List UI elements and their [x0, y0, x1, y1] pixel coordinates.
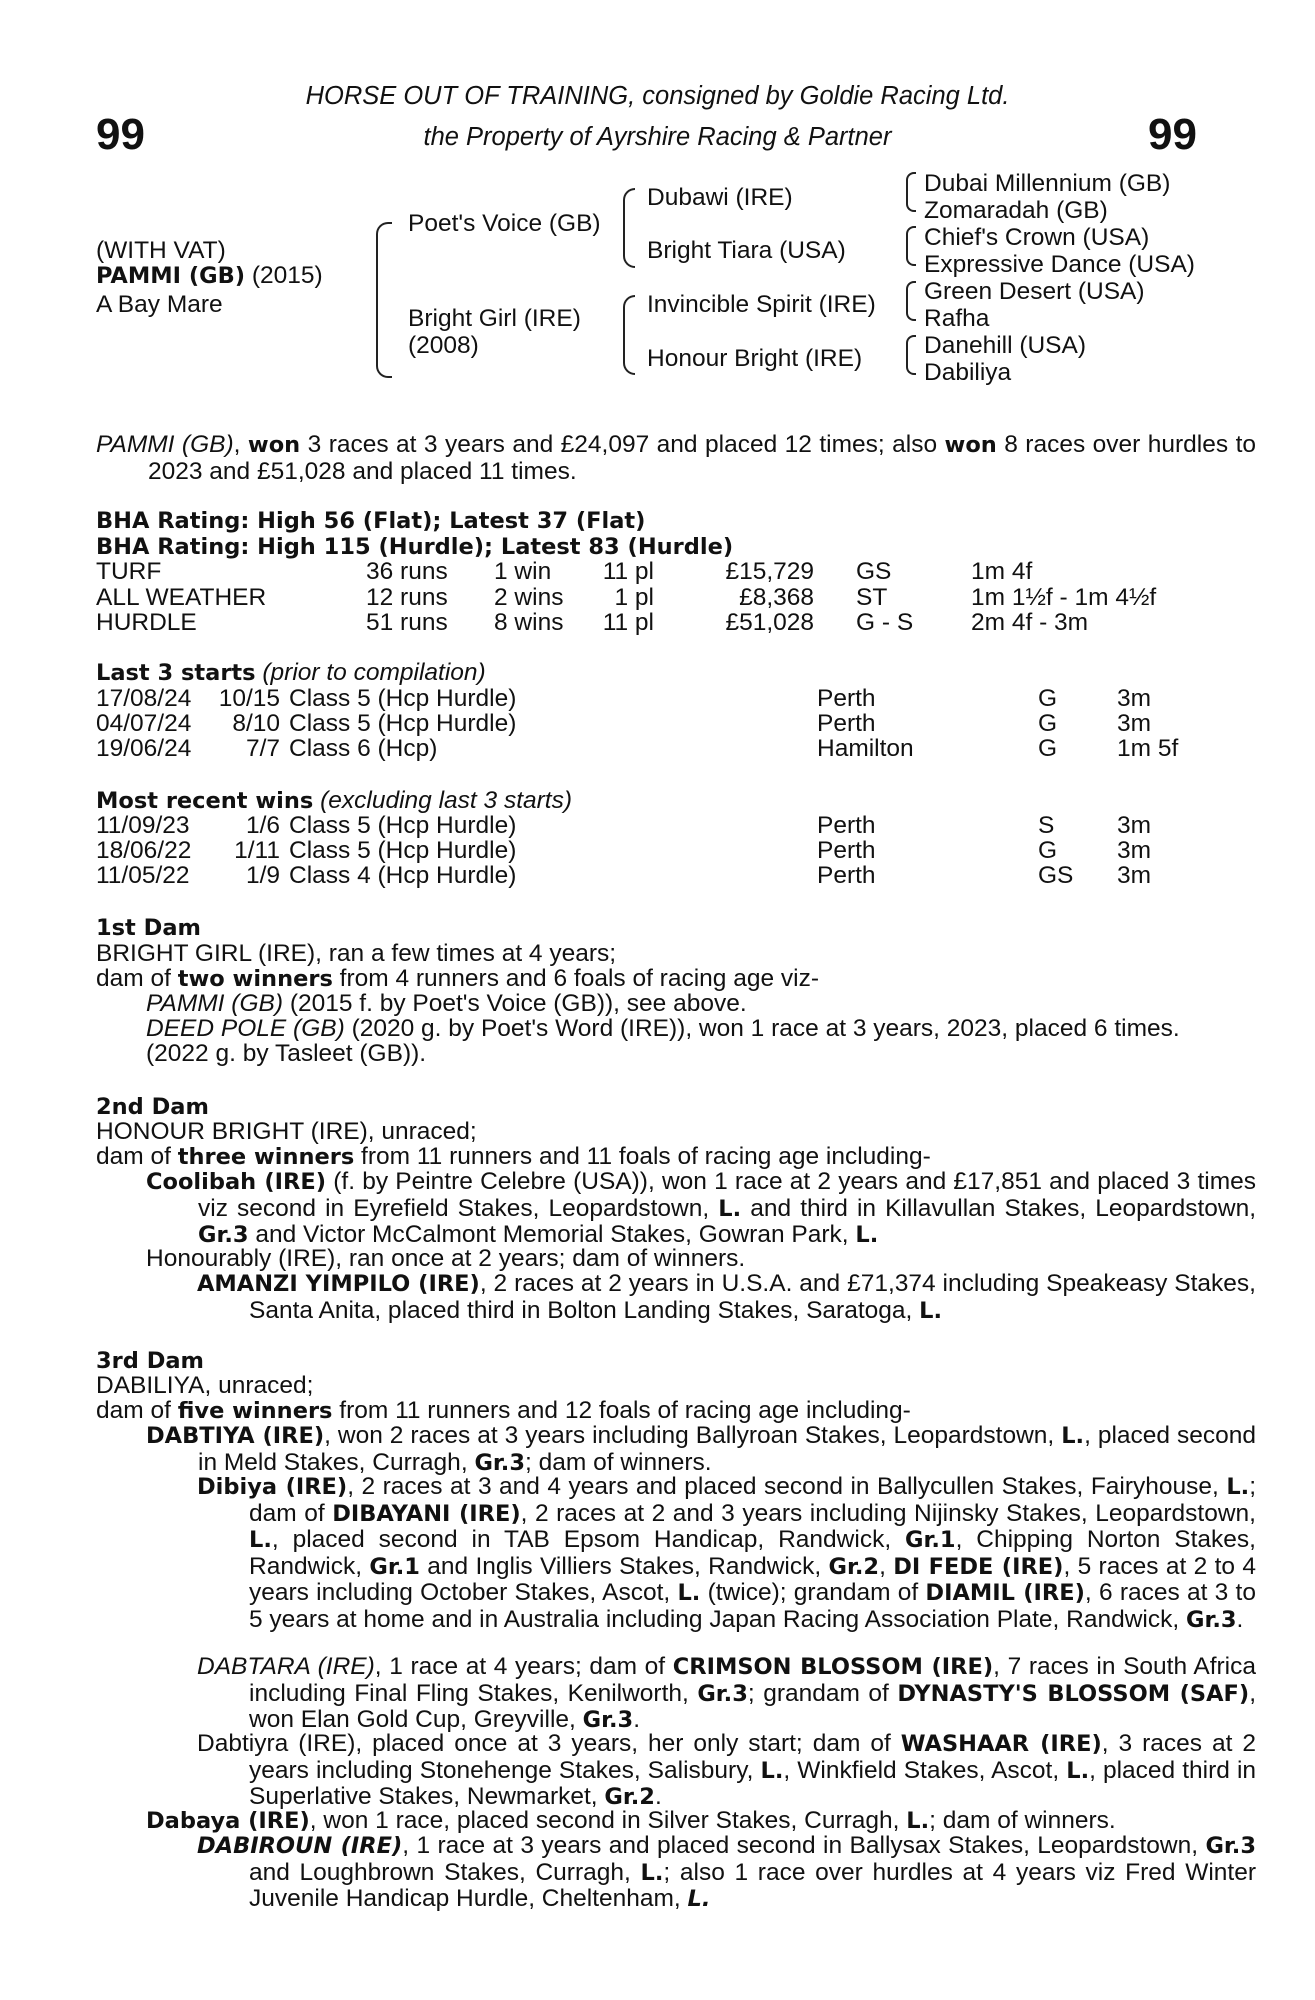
- race-class: Class 5 (Hcp Hurdle): [289, 812, 517, 839]
- horse-title: [96, 263, 323, 290]
- race-course: Perth: [817, 685, 876, 712]
- pedigree-brace-3a: [906, 172, 916, 212]
- last3-title: Last 3 starts: [96, 660, 256, 686]
- property-line: the Property of Ayrshire Racing & Partner: [423, 123, 892, 151]
- race-going: G: [1038, 735, 1058, 762]
- produce-name: DABTIYA (IRE): [146, 1423, 325, 1449]
- group-mark: Gr.1: [905, 1527, 956, 1554]
- race-course: Hamilton: [817, 735, 914, 762]
- race-position: 1/9: [245, 862, 280, 889]
- winners-count: three winners: [177, 1144, 355, 1170]
- recent-win-row: [96, 813, 1226, 839]
- produce-honourably: Honourably (IRE), ran once at 2 years; dam of winners.: [146, 1245, 746, 1272]
- record-prize: £15,729: [725, 558, 814, 585]
- produce-name: DEED POLE (GB): [146, 1015, 345, 1042]
- text: , placed second in TAB Epsom Handicap, Randwick,: [271, 1526, 906, 1554]
- record-row-hurdle: [96, 610, 1226, 636]
- summary-text-3: 8 races over hurdles to 2023 and £51,028 and placed 11 times.: [148, 431, 1257, 485]
- record-surface: HURDLE: [96, 609, 197, 636]
- produce-pammi: [146, 991, 747, 1017]
- first-dam-heading: 1st Dam: [96, 915, 201, 941]
- record-distance: 1m 4f: [971, 558, 1033, 585]
- text: ; dam of: [249, 1473, 1257, 1527]
- third-dam-heading: 3rd Dam: [96, 1348, 204, 1374]
- last3-row: [96, 736, 1226, 762]
- recent-wins-heading: [96, 788, 572, 815]
- race-class: Class 5 (Hcp Hurdle): [289, 685, 517, 712]
- listed-mark: L.: [718, 1195, 742, 1222]
- listed-mark: L.: [677, 1580, 701, 1607]
- race-course: Perth: [817, 812, 876, 839]
- rating-hurdle: BHA Rating: High 115 (Hurdle); Latest 83 (Hurdle): [96, 534, 734, 560]
- produce-dabtara: [197, 1654, 1256, 1734]
- text: and Inglis Villiers Stakes, Randwick,: [419, 1552, 829, 1580]
- race-date: 11/09/23: [96, 812, 190, 839]
- record-placed: 1 pl: [614, 584, 654, 611]
- recent-wins-note: (excluding last 3 starts): [320, 787, 573, 814]
- record-placed: 11 pl: [602, 609, 654, 636]
- text: from 11 runners and 11 foals of racing age including-: [354, 1143, 931, 1170]
- produce-dabtiyra: [197, 1731, 1256, 1811]
- text: , won 2 races at 3 years including Ballyroan Stakes, Leopardstown,: [324, 1422, 1062, 1449]
- produce-2022: (2022 g. by Tasleet (GB)).: [146, 1040, 427, 1067]
- record-surface: TURF: [96, 558, 162, 585]
- text: , 1 race at 4 years; dam of: [374, 1653, 673, 1680]
- pedigree-brace-2b: [623, 295, 635, 375]
- vat-note: (WITH VAT): [96, 237, 226, 264]
- text: ; also 1 race over hurdles at 4 years viz Fred Winter Juvenile Handicap Hurdle, Cheltenham,: [249, 1858, 1257, 1913]
- text: .: [633, 1706, 640, 1734]
- winners-count: five winners: [177, 1398, 333, 1424]
- text: , Winkfield Stakes, Ascot,: [783, 1756, 1067, 1784]
- produce-name: DI FEDE (IRE): [893, 1553, 1064, 1580]
- text: and Victor McCalmont Memorial Stakes, Gowran Park,: [248, 1221, 856, 1249]
- pedigree-brace-3b: [906, 226, 916, 266]
- pedigree-dss: Green Desert (USA): [924, 278, 1145, 305]
- produce-name: AMANZI YIMPILO (IRE): [197, 1271, 480, 1297]
- produce-name: Coolibah (IRE): [146, 1169, 327, 1195]
- text: , Chipping Norton Stakes, Randwick,: [249, 1526, 1256, 1580]
- record-wins: 1 win: [494, 558, 552, 585]
- record-prize: £8,368: [739, 584, 814, 611]
- produce-amanzi-yimpilo: [197, 1271, 1256, 1324]
- race-date: 17/08/24: [96, 685, 192, 712]
- pedigree-ds: Invincible Spirit (IRE): [647, 291, 876, 318]
- group-mark: Gr.3: [582, 1707, 634, 1734]
- listed-mark: L.: [1226, 1474, 1250, 1500]
- group-mark: Gr.2: [604, 1784, 655, 1811]
- second-dam-line: HONOUR BRIGHT (IRE), unraced;: [96, 1118, 477, 1145]
- text: dam of: [96, 965, 178, 992]
- group-mark: Gr.2: [828, 1553, 880, 1580]
- record-wins: 2 wins: [494, 584, 564, 611]
- text: , placed second in Meld Stakes, Curragh,: [198, 1422, 1256, 1476]
- record-prize: £51,028: [725, 609, 814, 636]
- race-distance: 3m: [1117, 710, 1152, 737]
- produce-dabtiya: [146, 1423, 1256, 1476]
- text: from 4 runners and 6 foals of racing age viz-: [332, 965, 820, 992]
- listed-mark: L.: [249, 1527, 272, 1554]
- pedigree-ss: Dubawi (IRE): [647, 184, 793, 211]
- race-course: Perth: [817, 710, 876, 737]
- race-going: S: [1038, 812, 1055, 839]
- listed-mark: L.: [906, 1808, 930, 1834]
- race-distance: 1m 5f: [1117, 735, 1179, 762]
- race-class: Class 4 (Hcp Hurdle): [289, 862, 517, 889]
- race-going: GS: [1038, 862, 1074, 889]
- pedigree-sd: Bright Tiara (USA): [647, 237, 846, 264]
- last3-note: (prior to compilation): [262, 659, 486, 686]
- race-distance: 3m: [1117, 837, 1152, 864]
- text: , 2 races at 3 and 4 years and placed second in Ballycullen Stakes, Fairyhouse,: [347, 1473, 1227, 1500]
- record-surface: ALL WEATHER: [96, 584, 267, 611]
- text: , 2 races at 2 years in U.S.A. and £71,374 including Speakeasy Stakes, Santa Anita, placed third in Bolton Landing Stakes, Saratoga,: [249, 1270, 1256, 1324]
- race-date: 04/07/24: [96, 710, 192, 737]
- summary-text-1: ,: [233, 431, 248, 458]
- race-summary: [96, 432, 1256, 484]
- race-date: 11/05/22: [96, 862, 190, 889]
- race-position: 1/6: [245, 812, 280, 839]
- summary-won-2: won: [944, 432, 997, 458]
- text: , placed third in Superlative Stakes, Newmarket,: [249, 1756, 1257, 1811]
- recent-wins-title: Most recent wins: [96, 788, 314, 814]
- text: .: [654, 1783, 662, 1811]
- produce-deed-pole: [146, 1016, 1180, 1042]
- race-course: Perth: [817, 862, 876, 889]
- third-dam-produce-intro: [96, 1398, 911, 1425]
- produce-name: Dabaya (IRE): [146, 1808, 310, 1834]
- pedigree-sss: Dubai Millennium (GB): [924, 170, 1171, 197]
- text: , won 1 race, placed second in Silver Stakes, Curragh,: [309, 1807, 907, 1834]
- listed-mark: L.: [687, 1886, 711, 1913]
- race-position: 1/11: [234, 837, 280, 864]
- pedigree-dd: Honour Bright (IRE): [647, 345, 863, 372]
- pedigree-brace-3c: [906, 281, 916, 321]
- pedigree-ddd: Dabiliya: [924, 359, 1012, 386]
- pedigree-sds: Chief's Crown (USA): [924, 224, 1150, 251]
- recent-win-row: [96, 863, 1226, 889]
- group-mark: Gr.3: [198, 1222, 249, 1249]
- produce-detail: (2020 g. by Poet's Word (IRE)), won 1 race at 3 years, 2023, placed 6 times.: [344, 1015, 1180, 1042]
- text: , 2 races at 2 and 3 years including Nijinsky Stakes, Leopardstown,: [520, 1499, 1256, 1527]
- pedigree-brace-2a: [623, 188, 635, 268]
- produce-dabaya: [146, 1808, 1116, 1835]
- summary-horse-name: PAMMI (GB): [96, 431, 234, 458]
- race-position: 7/7: [245, 735, 280, 762]
- listed-mark: L.: [1061, 1423, 1085, 1449]
- race-going: G: [1038, 837, 1058, 864]
- last3-heading: [96, 660, 486, 687]
- pedigree-dsd: Rafha: [924, 305, 990, 332]
- record-runs: 36 runs: [366, 558, 448, 585]
- record-wins: 8 wins: [494, 609, 564, 636]
- rating-flat: BHA Rating: High 56 (Flat); Latest 37 (Flat): [96, 508, 646, 534]
- pedigree-brace-3d: [906, 335, 916, 375]
- text: , 6 races at 3 to 5 years at home and in Australia including Japan Racing Association Plate, Randwick,: [249, 1579, 1256, 1633]
- summary-text-2: 3 races at 3 years and £24,097 and placed 12 times; also: [300, 431, 945, 458]
- produce-name: Dibiya (IRE): [197, 1474, 348, 1500]
- text: (f. by Peintre Celebre (USA)), won 1 race at 2 years and £17,851 and placed 3 times viz second in Eyrefield Stakes, Leopardstown,: [198, 1168, 1256, 1222]
- record-going: G - S: [856, 609, 914, 636]
- group-mark: Gr.3: [1205, 1833, 1256, 1859]
- record-row-turf: [96, 559, 1226, 585]
- text: ; grandam of: [747, 1679, 898, 1707]
- record-row-all-weather: [96, 585, 1226, 611]
- record-placed: 11 pl: [602, 558, 654, 585]
- text: .: [1236, 1605, 1244, 1633]
- first-dam-line: BRIGHT GIRL (IRE), ran a few times at 4 years;: [96, 940, 617, 967]
- race-distance: 3m: [1117, 862, 1152, 889]
- group-mark: Gr.3: [474, 1449, 525, 1476]
- race-distance: 3m: [1117, 812, 1152, 839]
- race-course: Perth: [817, 837, 876, 864]
- record-going: ST: [856, 584, 888, 611]
- record-runs: 12 runs: [366, 584, 448, 611]
- recent-win-row: [96, 838, 1226, 864]
- consignment-line: HORSE OUT OF TRAINING, consigned by Goldie Racing Ltd.: [305, 82, 1010, 110]
- produce-dabiroun: [197, 1833, 1256, 1913]
- produce-name: DABTARA (IRE): [197, 1653, 375, 1680]
- text: dam of: [96, 1143, 178, 1170]
- text: , 5 races at 2 to 4 years including October Stakes, Ascot,: [249, 1552, 1256, 1607]
- produce-name: DIAMIL (IRE): [925, 1580, 1085, 1607]
- produce-name: DABIROUN (IRE): [197, 1833, 403, 1859]
- text: , won Elan Gold Cup, Greyville,: [249, 1679, 1256, 1734]
- race-going: G: [1038, 710, 1058, 737]
- summary-won-1: won: [247, 432, 301, 458]
- produce-coolibah: [146, 1169, 1256, 1249]
- race-date: 18/06/22: [96, 837, 192, 864]
- pedigree-brace-1: [376, 222, 392, 378]
- race-class: Class 5 (Hcp Hurdle): [289, 710, 517, 737]
- horse-name: PAMMI (GB): [96, 263, 246, 289]
- text: dam of: [96, 1397, 178, 1424]
- record-runs: 51 runs: [366, 609, 448, 636]
- record-distance: 1m 1½f - 1m 4½f: [971, 584, 1157, 611]
- pedigree-dam-year: (2008): [408, 332, 479, 359]
- produce-name: DIBAYANI (IRE): [332, 1500, 521, 1527]
- last3-row: [96, 711, 1226, 737]
- produce-name: DYNASTY'S BLOSSOM (SAF): [897, 1680, 1250, 1707]
- third-dam-line: DABILIYA, unraced;: [96, 1372, 314, 1399]
- text: ,: [879, 1552, 894, 1580]
- second-dam-heading: 2nd Dam: [96, 1094, 209, 1120]
- first-dam-produce-intro: [96, 966, 819, 993]
- produce-detail: (2015 f. by Poet's Voice (GB)), see above.: [283, 990, 747, 1017]
- race-distance: 3m: [1117, 685, 1152, 712]
- text: Dabtiyra (IRE), placed once at 3 years, her only start; dam of: [197, 1730, 901, 1757]
- pedigree-sdd: Expressive Dance (USA): [924, 251, 1195, 278]
- text: ; dam of winners.: [929, 1807, 1116, 1834]
- race-position: 10/15: [218, 685, 280, 712]
- race-date: 19/06/24: [96, 735, 192, 762]
- race-position: 8/10: [232, 710, 280, 737]
- last3-row: [96, 686, 1226, 712]
- listed-mark: L.: [919, 1297, 943, 1324]
- record-distance: 2m 4f - 3m: [971, 609, 1089, 636]
- race-class: Class 5 (Hcp Hurdle): [289, 837, 517, 864]
- pedigree-ssd: Zomaradah (GB): [924, 197, 1108, 224]
- text: (twice); grandam of: [700, 1579, 926, 1607]
- horse-year: (2015): [251, 262, 323, 289]
- produce-name: WASHAAR (IRE): [900, 1731, 1102, 1757]
- group-mark: Gr.1: [369, 1553, 420, 1580]
- text: and Loughbrown Stakes, Curragh,: [249, 1858, 641, 1886]
- lot-number-right: 99: [1148, 110, 1197, 159]
- second-dam-produce-intro: [96, 1144, 931, 1171]
- produce-name: PAMMI (GB): [146, 990, 284, 1017]
- lot-number-left: 99: [96, 110, 145, 159]
- listed-mark: L.: [640, 1859, 664, 1886]
- listed-mark: L.: [760, 1757, 784, 1784]
- produce-dibiya: [197, 1474, 1256, 1634]
- pedigree-dam: Bright Girl (IRE): [408, 305, 581, 332]
- text: , 7 races in South Africa including Final Fling Stakes, Kenilworth,: [249, 1653, 1256, 1707]
- pedigree-dds: Danehill (USA): [924, 332, 1087, 359]
- race-going: G: [1038, 685, 1058, 712]
- horse-description: A Bay Mare: [96, 291, 223, 318]
- text: , 1 race at 3 years and placed second in Ballysax Stakes, Leopardstown,: [402, 1832, 1206, 1859]
- listed-mark: L.: [855, 1222, 879, 1249]
- winners-count: two winners: [177, 966, 333, 992]
- text: from 11 runners and 12 foals of racing age including-: [332, 1397, 911, 1424]
- race-class: Class 6 (Hcp): [289, 735, 438, 762]
- text: ; dam of winners.: [525, 1448, 712, 1476]
- record-going: GS: [856, 558, 892, 585]
- text: , 3 races at 2 years including Stonehenge Stakes, Salisbury,: [249, 1730, 1256, 1784]
- group-mark: Gr.3: [1185, 1606, 1237, 1633]
- group-mark: Gr.3: [697, 1680, 748, 1707]
- pedigree-sire: Poet's Voice (GB): [408, 210, 601, 237]
- produce-name: CRIMSON BLOSSOM (IRE): [672, 1654, 994, 1680]
- text: and third in Killavullan Stakes, Leopardstown,: [741, 1194, 1256, 1222]
- listed-mark: L.: [1066, 1757, 1090, 1784]
